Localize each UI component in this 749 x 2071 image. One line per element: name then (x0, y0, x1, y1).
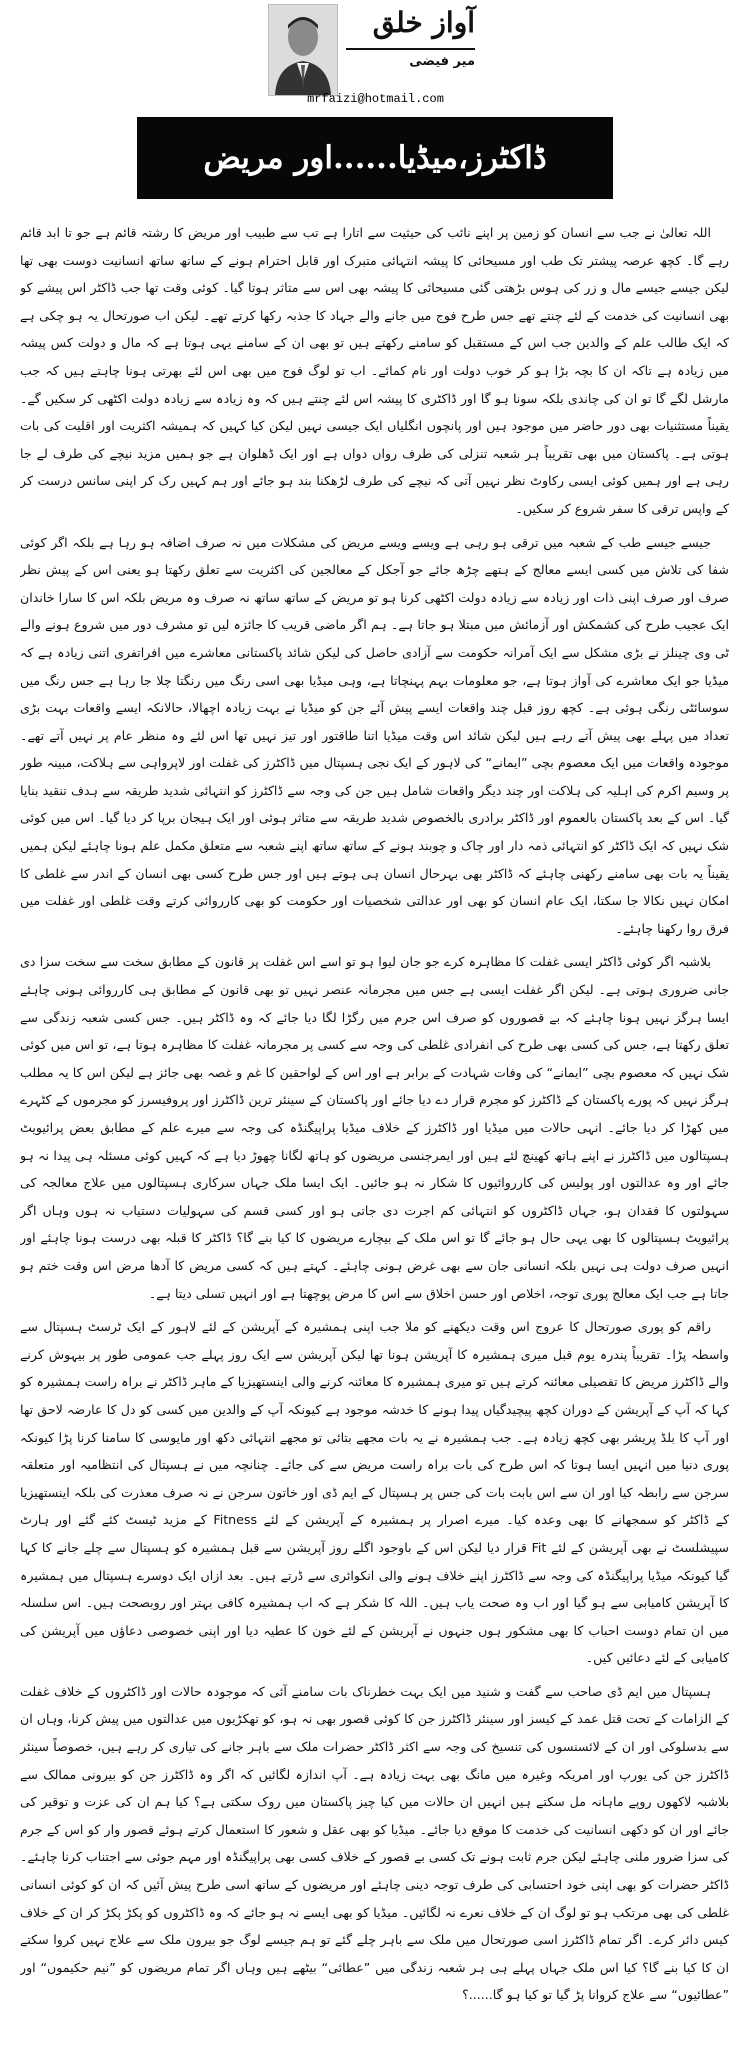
column-name: آواز خلق (372, 6, 475, 39)
article-paragraph: ہسپتال میں ایم ڈی صاحب سے گفت و شنید میں ایک بہت خطرناک بات سامنے آئی کہ موجودہ حالات اور ڈاکٹروں کے خلاف غفلت کے الزامات کے تحت قتل عمد کے کیسز اور سینئر ڈاکٹرز جن کا کوئی قصور بھی نہ ہو، کو تھکڑیوں میں عدالتوں میں پیش کرنا، وہاں ان سے بدسلوکی اور ان کے لائسنسوں کی تنسیخ کی وجہ سے اکثر ڈاکٹر حضرات ملک سے باہر جانے کی تیاری کر رہے ہیں، خصوصاً سینئر ڈاکٹرز جن کی یورپ اور امریکہ وغیرہ میں مانگ بھی بہت زیادہ ہے۔ آپ اندازہ لگائیں کہ اگر وہ ڈاکٹرز جن کو بیرونی ممالک سے بلاشبہ لاکھوں روپے ماہانہ مل سکتے ہیں انہیں ان حالات میں کیا چیز پاکستان میں روک سکتی ہے؟ کیا ہم ان کی عزت و توقیر کی جائے اور ان کو دکھی انسانیت کی خدمت کا موقع دیا جائے۔ میڈیا کو بھی عقل و شعور کا استعمال کرتے ہوئے قصور وار کو اس کے جرم کی سزا ضرور ملنی چاہئے لیکن جرم ثابت ہونے تک کسی بے قصور کے خلاف کسی بھی پراپیگنڈہ اور مہم جوئی سے اجتناب کرنا چاہئے۔ ڈاکٹر حضرات کو بھی اپنی خود احتسابی کی طرف توجہ دینی چاہئے اور مریضوں کے ساتھ اسی طرح پیش آئیں کہ ان کو کوئی انسانی غلطی کی بھی مرتکب ہو تو لوگ ان کے خلاف نعرے نہ لگائیں۔ میڈیا کو بھی ایسے نہ ہو جائے کہ وہ ڈاکٹروں کو پکڑ پکڑ کر ان کے خلاف کیس دائر کرے۔ اگر تمام ڈاکٹرز اسی صورتحال میں ملک سے باہر چلے گئے تو ہم جیسے لوگ جو بیرون ملک سے علاج نہیں کروا سکتے ان کا کیا بنے گا؟ کیا اس ملک جہاں پہلے ہی ہر شعبہ زندگی میں ”عطائی“ بیٹھے ہیں وہاں اگر تمام مریضوں کو ”نیم حکیموں“ اور ”عطائیوں“ سے علاج کروانا پڑ گیا تو کیا ہو گا......؟ (20, 1683, 729, 2003)
headline-banner (137, 117, 613, 199)
article-paragraph: بلاشبہ اگر کوئی ڈاکٹر ایسی غفلت کا مظاہرہ کرے جو جان لیوا ہو تو اسے اس غفلت پر قانون کے مطابق سخت سے سخت سزا دی جانی ضروری ہوتی ہے۔ لیکن اگر غفلت ایسی ہے جس میں مجرمانہ عنصر نہیں تو بھی قانون کے مطابق ہی کارروائی ہونی چاہئے ایسا ہرگز نہیں ہونا چاہئے کہ بے قصوروں کو صرف اس جرم میں رگڑا لگا دیا جائے کہ وہ ڈاکٹر ہیں۔ جس کسی شعبہ زندگی سے تعلق رکھتا ہے، جس کی کسی بھی طرح کی انفرادی غلطی کی وجہ سے کسی پر مجرمانہ غفلت کا مظاہرہ ہوتا ہے، تو اس میں کوئی شک نہیں کہ معصوم بچی ”ایمانے“ کی وفات شہادت کے برابر ہے اور اس کے لواحقین کا غم و غصہ بھی جائز ہے لیکن اس کا یہ مطلب ہرگز نہیں کہ پورے پاکستان کے ڈاکٹرز کو مجرم قرار دے دیا جائے اور پاکستان کے سینئر ترین ڈاکٹرز اور پروفیسرز کو مجرموں کے کٹہرے میں کھڑا کر دیا جائے۔ انہی حالات میں میڈیا اور ڈاکٹرز کے خلاف میڈیا پراپیگنڈہ کی وجہ سے میرے علم کے مطابق بعض پرائیویٹ ہسپتالوں میں ڈاکٹرز نے اپنے ہاتھ کھینچ لئے ہیں اور ایمرجنسی مریضوں کو ہاتھ لگانا چھوڑ دیا ہے کہ کہیں کوئی مسئلہ ہی پیدا نہ ہو جائے اور وہ عدالتوں اور پولیس کی کارروائیوں کا شکار نہ ہو جائیں۔ ایک ایسا ملک جہاں سرکاری ہسپتالوں میں علاج معالجہ کی سہولتوں کا فقدان ہو، جہاں ڈاکٹروں کو انتہائی کم اجرت دی جاتی ہو اور کسی قسم کی سہولیات دستیاب نہ ہوں وہاں اگر پرائیویٹ ہسپتالوں کا بھی یہی حال ہو جائے گا تو اس ملک کے بیچارے مریضوں کا کیا بنے گا؟ ڈاکٹر کا قبلہ بھی درست ہونا چاہئے اور انہیں صرف دولت ہی نہیں بلکہ انسانی جان سے بھی غرض ہونی چاہئے۔ کہتے ہیں کہ کسی مریض کا آدھا مرض اس وقت ختم ہو جاتا ہے جب ایک معالج پوری توجہ، اخلاص اور حسن اخلاق سے اس کا مرض پوچھتا ہے اور انہیں تسلی دیتا ہے۔ (20, 954, 729, 1301)
article-paragraph: اللہ تعالیٰ نے جب سے انسان کو زمین پر اپنے نائب کی حیثیت سے اتارا ہے تب سے طبیب اور مریض کا رشتہ قائم ہے جو تا ابد قائم رہے گا۔ کچھ عرصہ پیشتر تک طب اور مسیحائی کا پیشہ انتہائی متبرک اور قابل احترام ہونے کے ساتھ ساتھ انسانیت دوست بھی تھا لیکن جیسے جیسے مال و زر کی ہوس بڑھتی گئی مسیحائی کا پیشہ بھی اس سے متاثر ہوتا گیا۔ کوئی وقت تھا جب ڈاکٹر اس پیشے کو بھی انسانیت کی خدمت کے لئے چنتے تھے جس طرح فوج میں جانے والے جہاد کا جذبہ رکھا کرتے تھے۔ لیکن اب صورتحال یہ ہو چکی ہے کہ ایک طالب علم کے والدین جب اس کے مستقبل کو سامنے رکھتے ہیں تو بھی ان کے سامنے یہی ہوتا ہے کہ مال و دولت کس پیشہ میں زیادہ ہے تاکہ ان کا بچہ بڑا ہو کر خوب دولت اور نام کمائے۔ اب تو لوگ فوج میں بھی اس لئے بھرتی ہونا چاہتے ہیں کہ جب مارشل لگے گا تو ان کی چاندی بلکہ سونا ہو گا اور ڈاکٹری کا پیشہ اس لئے چنتے ہیں کہ وہ زیادہ سے زیادہ دولت اکٹھی کر سکیں گے۔ یقیناً مستثنیات بھی دور حاضر میں موجود ہیں اور پانچوں انگلیاں ایک جیسی نہیں لیکن کیا کہیں کہ ہمیشہ اکثریت اور اقلیت کی بات ہوتی ہے۔ پاکستان میں بھی تقریباً ہر شعبہ تنزلی کی طرف رواں دواں ہے اور ایک ڈھلوان ہے جو ہمیں مزید نیچے کی طرف لے جا رہی ہے اور ہمیں کوئی ایسی رکاوٹ نظر نہیں آتی کہ نیچے کی طرف لڑھکنا بند ہو جائے اور ہم کہیں رک کر اپنی سانس درست کر کے واپس ترقی کا سفر شروع کر سکیں۔ (20, 225, 729, 516)
article-paragraph: راقم کو پوری صورتحال کا عروج اس وقت دیکھنے کو ملا جب اپنی ہمشیرہ کے آپریشن کے لئے لاہور کے ایک ٹرسٹ ہسپتال سے واسطہ پڑا۔ تقریباً پندرہ یوم قبل میری ہمشیرہ کا آپریشن ہونا تھا لیکن آپریشن سے ایک روز پہلے جب عمومی طور پر بیہوش کرنے والے ڈاکٹرز مریض کا تفصیلی معائنہ کرتے ہیں تو میری ہمشیرہ کا معائنہ کرنے والی اینستھیزیا کے ماہر ڈاکٹر نے براہ راست ہمشیرہ کو کہا کہ آپ کے آپریشن کے دوران کچھ پیچیدگیاں پیدا ہونے کا خدشہ موجود ہے کیونکہ آپ کے والدین میں کسی کو دل کا عارضہ لاحق تھا اور آپ کا بلڈ پریشر بھی کچھ زیادہ ہے۔ جب ہمشیرہ نے یہ بات مجھے بتائی تو مجھے انتہائی دکھ اور مایوسی کا سامنا کرنا پڑا کیونکہ پوری دنیا میں انہیں ایسا ہوتا کہ اس طرح کی بات براہ راست مریض سے کی جائے۔ چنانچہ میں نے ہسپتال کی انتظامیہ اور متعلقہ سرجن سے رابطہ کیا اور ان سے اس بابت بات کی جس پر ہسپتال کے ایم ڈی اور خاتون سرجن نے نہ صرف معذرت کی بلکہ اینستھیزیا کے ڈاکٹر کو سمجھانے کا بھی وعدہ کیا۔ میرے اصرار پر ہمشیرہ کے آپریشن کے لئے Fitness کے مزید ٹیسٹ کئے گئے اور ہارٹ سپیشلسٹ نے بھی آپریشن کے لئے Fit قرار دیا لیکن اس کے باوجود اگلے روز آپریشن سے قبل ہمشیرہ کو ہسپتال سے چلے جانے کا کہا گیا کیونکہ میڈیا پراپیگنڈہ کی وجہ سے ڈاکٹرز اپنے خلاف ہونے والی انکوائری سے ڈرتے ہیں۔ بعد ازاں ایک دوسرے ہسپتال میں ہمشیرہ کا آپریشن کامیابی سے ہو گیا اور اب وہ صحت یاب ہیں۔ اللہ کا شکر ہے کہ اب ہمشیرہ کافی بہتر اور روبصحت ہیں۔ اس سلسلہ میں ان تمام دوست احباب کا بھی مشکور ہوں جنہوں نے آپریشن کے لئے خون کا عطیہ دیا اور اپنی خصوصی دعاؤں میں آپریشن کی کامیابی کے لئے دعائیں کیں۔ (20, 1319, 729, 1666)
article-body (20, 219, 729, 2065)
author-portrait (268, 4, 338, 96)
article-paragraph: جیسے جیسے طب کے شعبہ میں ترقی ہو رہی ہے ویسے ویسے مریض کی مشکلات میں نہ صرف اضافہ ہو رہا ہے بلکہ اگر کوئی شفا کی تلاش میں کسی ایسے معالج کے ہتھے چڑھ جائے جو آجکل کے معالجین کی اکثریت سے تعلق رکھتا ہو یعنی اس کے پیش نظر صرف اور صرف اپنی ذات اور زیادہ سے زیادہ دولت اکٹھی کرنا ہو تو مریض کے ساتھ ساتھ نہ صرف وہ مریض بلکہ اس کا سارا خاندان ایک عجیب طرح کی کشمکش اور آزمائش میں مبتلا ہو جاتا ہے۔ ہم اگر ماضی قریب کا جائزہ لیں تو مشرف دور میں شروع ہونے والے ٹی وی چینلز نے بڑی مشکل سے ایک آمرانہ حکومت سے آزادی حاصل کی لیکن شائد پاکستانی معاشرے میں افراتفری اتنی زیادہ ہے کہ میڈیا جو ایک معاشرے کی آواز ہوتا ہے، جو معلومات بہم پہنچاتا ہے، وہی میڈیا بھی اسی رنگ میں رنگتا چلا جا رہا ہے جس رنگ میں سوسائٹی رنگی ہوئی ہے۔ کچھ روز قبل چند واقعات ایسے پیش آئے جن کو میڈیا نے بہت زیادہ اچھالا، حالانکہ ایسے واقعات بہت بڑی تعداد میں پہلے بھی پیش آتے رہے ہیں لیکن شائد اس وقت میڈیا اتنا طاقتور اور تیز نہیں تھا اس لئے وہ منظر عام پر نہیں آتے تھے۔ موجودہ واقعات میں ایک معصوم بچی ”ایمانے“ کی لاہور کے ایک نجی ہسپتال میں ڈاکٹرز کی غفلت اور لاپرواہی سے ہلاکت، مبینہ طور پر وسیم اکرم کی اہلیہ کی ہلاکت اور چند دیگر واقعات شامل ہیں جن کی وجہ سے ڈاکٹرز کو انتہائی شدید طریقہ سے ہدف تنقید بنایا گیا۔ اس کے بعد پاکستان بالعموم اور ڈاکٹر برادری بالخصوص شدید طریقہ سے متاثر ہوئی اور ایک ہیجان برپا کر دیا گیا۔ اس میں کوئی شک نہیں کہ ایک ڈاکٹر کو انتہائی ذمہ دار اور چاک و چوبند ہونے کے ساتھ ساتھ اپنے شعبہ سے متعلق مکمل علم ہونا چاہئے لیکن ہمیں یقیناً یہ بات بھی سامنے رکھنی چاہئے کہ ڈاکٹر بھی بہرحال انسان ہی ہوتے ہیں اور جس طرح کسی بھی انسان کے اندر سے غلطی کا امکان نہیں نکالا جا سکتا، ایک عام انسان کو بھی اور عدالتی شخصیات اور حکومت کو بھی کارروائی کرتے وقت غلطی اور غفلت میں فرق روا رکھنا چاہئے۔ (20, 534, 729, 936)
author-photo-illustration (269, 5, 337, 95)
author-email: mrfaizi@hotmail.com (307, 92, 444, 106)
masthead-divider (346, 48, 475, 50)
author-name: میر فیضی (409, 54, 475, 69)
column-masthead (268, 4, 483, 104)
article-headline: ڈاکٹرز،میڈیا......اور مریض (203, 140, 547, 176)
